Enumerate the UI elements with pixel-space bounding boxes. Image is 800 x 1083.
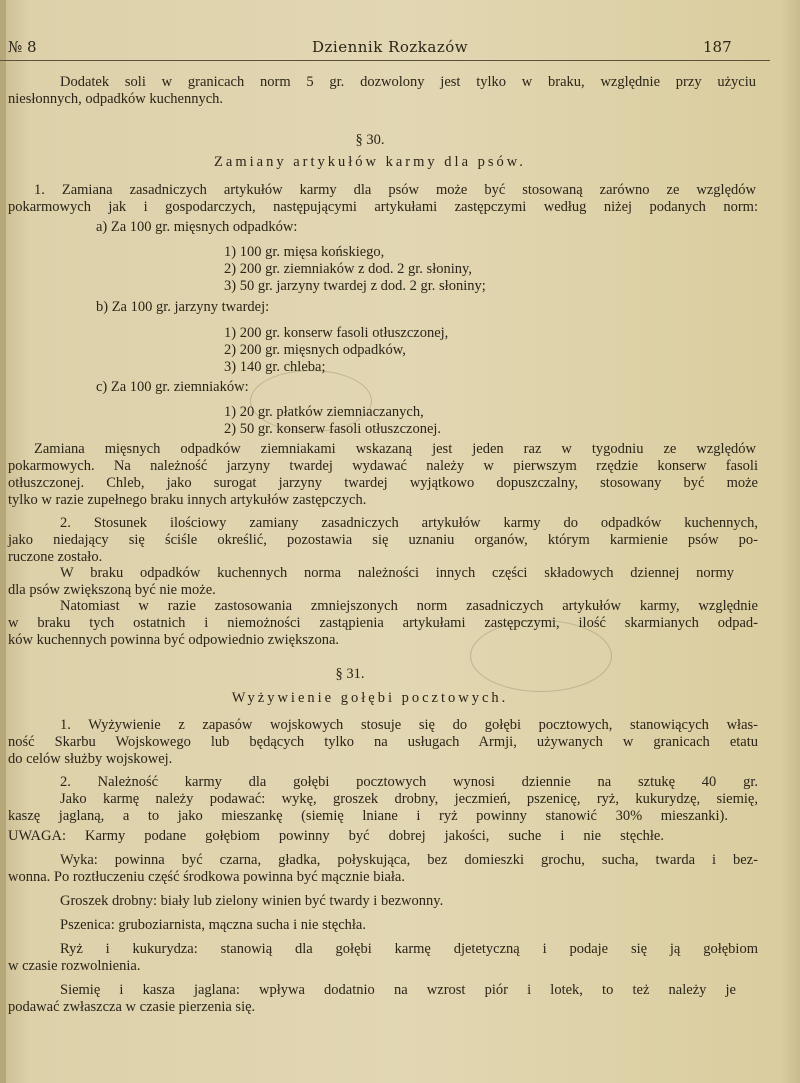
text-line: otłuszczonej. Chleb, jako surogat jarzyny twardej wyjątkowo dopuszczalny, stosowany być może: [8, 475, 758, 491]
text-line: 2. Stosunek ilościowy zamiany zasadniczych artykułów karmy do odpadków kuchennych,: [60, 515, 758, 531]
text-line: Jako karmę należy podawać: wykę, groszek drobny, jeczmień, pszenicę, ryż, kukurydzę, siemię,: [60, 791, 758, 807]
list-heading: a) Za 100 gr. mięsnych odpadków:: [96, 219, 298, 235]
list-heading: b) Za 100 gr. jarzyny twardej:: [96, 299, 270, 315]
text-line: 1. Wyżywienie z zapasów wojskowych stosuje się do gołębi pocztowych, stanowiących włas-: [60, 717, 758, 733]
text-line: Pszenica: gruboziarnista, mączna sucha i nie stęchła.: [60, 917, 366, 933]
list-item: 2) 50 gr. konserw fasoli otłuszczonej.: [224, 421, 442, 437]
list-item: 1) 200 gr. konserw fasoli otłuszczonej,: [224, 325, 449, 341]
text-line: dla psów zwiększoną być nie może.: [8, 582, 216, 598]
list-item: 3) 50 gr. jarzyny twardej z dod. 2 gr. słoniny;: [224, 278, 486, 294]
header-rule: [0, 60, 770, 61]
note-line: UWAGA: Karmy podane gołębiom powinny być dobrej jakości, suche i nie stęchłe.: [8, 828, 664, 844]
text-line: ków kuchennych powinna być odpowiednio zwiększona.: [8, 632, 340, 648]
section-number: § 31.: [335, 666, 365, 682]
text-line: ruczone zostało.: [8, 549, 103, 565]
text-line: 2. Należność karmy dla gołębi pocztowych wynosi dziennie na sztukę 40 gr.: [60, 774, 758, 790]
text-line: pokarmowych. Na należność jarzyny twardej wydawać należy w pierwszym rzędzie konserw fasoli: [8, 458, 758, 474]
list-item: 1) 100 gr. mięsa końskiego,: [224, 244, 385, 260]
text-line: w czasie rozwolnienia.: [8, 958, 141, 974]
text-line: w braku tych ostatnich i niemożności zastąpienia artykułami zastępczymi, ilość skarmianych odpad-: [8, 615, 758, 631]
list-item: 1) 20 gr. płatków ziemniaczanych,: [224, 404, 424, 420]
section-title: Zamiany artykułów karmy dla psów.: [214, 154, 526, 170]
text-line: Zamiana mięsnych odpadków ziemniakami wskazaną jest jeden raz w tygodniu ze względów: [34, 441, 756, 457]
page-number: 187: [703, 38, 732, 56]
text-line: podawać zwłaszcza w czasie pierzenia się.: [8, 999, 256, 1015]
text-line: Siemię i kasza jaglana: wpływa dodatnio na wzrost piór i lotek, to też należy je: [60, 982, 736, 998]
list-item: 2) 200 gr. ziemniaków z dod. 2 gr. słoniny,: [224, 261, 472, 277]
text-line: do celów służby wojskowej.: [8, 751, 173, 767]
list-heading: c) Za 100 gr. ziemniaków:: [96, 379, 249, 395]
text-line: jako niedający się ściśle określić, pozostawia się uznaniu organów, którym karmienie psów po-: [8, 532, 758, 548]
list-item: 2) 200 gr. mięsnych odpadków,: [224, 342, 406, 358]
text-line: wonna. Po roztłuczeniu część środkowa powinna być mącznie biała.: [8, 869, 405, 885]
text-line: ność Skarbu Wojskowego lub będących tylko na usługach Armji, używanych w granicach etatu: [8, 734, 758, 750]
list-item: 3) 140 gr. chleba;: [224, 359, 326, 375]
text-line: Dodatek soli w granicach norm 5 gr. dozwolony jest tylko w braku, względnie przy użyciu: [60, 74, 756, 90]
journal-title: Dziennik Rozkazów: [312, 38, 469, 56]
section-title: Wyżywienie gołębi pocztowych.: [231, 690, 509, 706]
text-line: kaszę jaglaną, a to jako mieszankę (siemię lniane i ryż powinny stanowić 30% mieszanki).: [8, 808, 728, 824]
text-line: pokarmowych jak i gospodarczych, następującymi artykułami zastępczymi według niżej podanych norm:: [8, 199, 758, 215]
text-line: niesłonnych, odpadków kuchennych.: [8, 91, 224, 107]
text-line: Groszek drobny: biały lub zielony winien być twardy i bezwonny.: [60, 893, 444, 909]
text-line: tylko w razie zupełnego braku innych artykułów zastępczych.: [8, 492, 367, 508]
section-number: § 30.: [355, 132, 385, 148]
text-line: 1. Zamiana zasadniczych artykułów karmy dla psów może być stosowaną zarówno ze względów: [34, 182, 756, 198]
text-line: Ryż i kukurydza: stanowią dla gołębi karmę djetetyczną i podaje się ją gołębiom: [60, 941, 758, 957]
text-line: W braku odpadków kuchennych norma należności innych części składowych dziennej normy: [60, 565, 734, 581]
issue-number: № 8: [8, 38, 37, 56]
text-line: Wyka: powinna być czarna, gładka, połyskująca, bez domieszki grochu, sucha, twarda i bez-: [60, 852, 758, 868]
text-line: Natomiast w razie zastosowania zmniejszonych norm zasadniczych artykułów karmy, względnie: [60, 598, 758, 614]
